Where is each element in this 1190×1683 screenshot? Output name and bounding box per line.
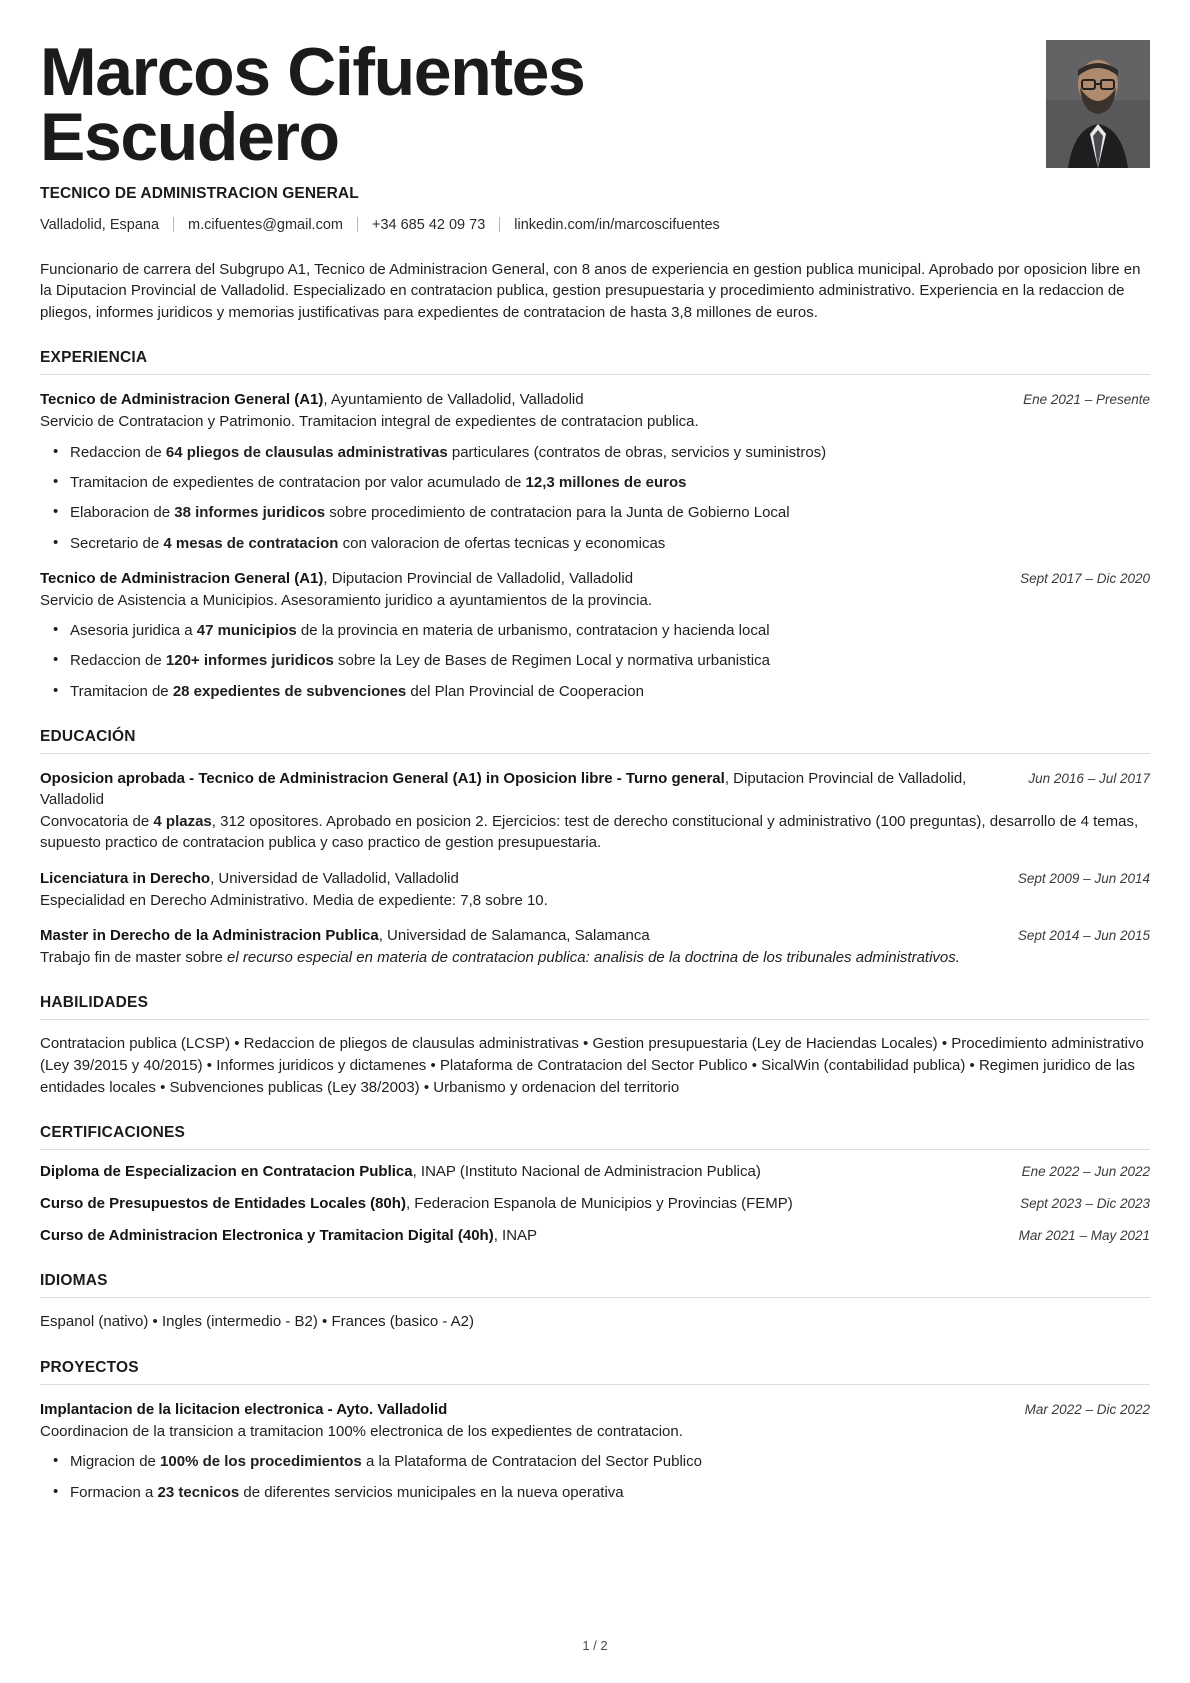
- bullet-text-pre: Formacion a: [70, 1483, 158, 1501]
- bullet-text-pre: Migracion de: [70, 1453, 161, 1471]
- page-footer: 1 / 2: [582, 1638, 608, 1653]
- languages-list: Espanol (nativo) • Ingles (intermedio - B2) • Frances (basico - A2): [40, 1313, 475, 1331]
- resume-header: [40, 34, 1150, 233]
- section-divider: [40, 1384, 1150, 1385]
- experience-entry-head: [40, 389, 1150, 410]
- education-org: , Diputacion Provincial de Valladolid, Valladolid: [40, 769, 967, 808]
- skills-list: Contratacion publica (LCSP) • Redaccion de pliegos de clausulas administrativas • Gestion presupuestaria (Ley de Haciendas Locales) • Procedimiento administrativo (Ley 39/2015 y 40/2015) • Informes juridicos y dictamenes • Plataforma de Contratacion del Sector Publico • SicalWin (contabilidad publica) • Regimen juridico de las entidades locales • Subvenciones publicas (Ley 38/2003) • Urbanismo y ordenacion del territorio: [40, 1035, 1144, 1096]
- summary-paragraph: Funcionario de carrera del Subgrupo A1, Tecnico de Administracion General, con 8 anos de experiencia en gestion publica municipal. Aprobado por oposicion libre en la Diputacion Provincial de Valladolid. Especializado en contratacion publica, gestion presupuestaria y procedimiento administrativo. Experiencia en la redaccion de pliegos, informes juridicos y memorias justificativas para expedientes de contratacion de hasta 3,8 millones de euros.: [40, 260, 1141, 321]
- project-subtitle: Coordinacion de la transicion a tramitacion 100% electronica de los expedientes de contratacion.: [40, 1423, 683, 1441]
- contact-location: Valladolid, Espana: [40, 216, 160, 233]
- education-degree: Licenciatura in Derecho: [40, 869, 211, 887]
- experience-entry: [40, 389, 1150, 553]
- section-languages: [40, 1272, 1150, 1333]
- certification-date: Mar 2021 – May 2021: [1018, 1228, 1150, 1244]
- bullet-text-strong: 47 municipios: [196, 622, 297, 640]
- section-title-certifications: CERTIFICACIONES: [40, 1124, 186, 1142]
- list-item: [70, 472, 1150, 493]
- education-thesis-title: el recurso especial en materia de contratacion publica: analisis de la doctrina de los tribunales administrativos.: [227, 948, 960, 966]
- list-item: [70, 1451, 1150, 1472]
- certification-entry: [40, 1161, 1150, 1182]
- project-name: Implantacion de la licitacion electronica - Ayto. Valladolid: [40, 1401, 448, 1419]
- education-entry-head: [40, 868, 1150, 889]
- education-date: Sept 2014 – Jun 2015: [1017, 927, 1150, 943]
- bullet-text-pre: Tramitacion de expedientes de contratacion por valor acumulado de: [70, 473, 526, 491]
- education-entry-heading: [40, 925, 996, 946]
- certification-entry-head: [40, 1225, 1150, 1246]
- certification-entry-heading: [40, 1193, 998, 1214]
- certification-name: Curso de Presupuestos de Entidades Locales (80h): [40, 1195, 406, 1213]
- bullet-text-post: sobre procedimiento de contratacion para la Junta de Gobierno Local: [325, 504, 790, 522]
- list-item: [70, 620, 1150, 641]
- certification-name: Diploma de Especializacion en Contratacion Publica: [40, 1163, 413, 1181]
- certification-entry-heading: [40, 1225, 997, 1246]
- bullet-text-strong: 38 informes juridicos: [174, 504, 326, 522]
- bullet-text-strong: 4 mesas de contratacion: [163, 534, 339, 552]
- section-divider: [40, 374, 1150, 375]
- education-detail: [40, 811, 1150, 854]
- experience-bullet-list: [40, 620, 1150, 702]
- section-certifications: [40, 1124, 1150, 1246]
- bullet-text-strong: 100% de los procedimientos: [160, 1453, 362, 1471]
- section-skills: [40, 994, 1150, 1098]
- certification-entry-head: [40, 1161, 1150, 1182]
- bullet-text-post: a la Plataforma de Contratacion del Sector Publico: [361, 1453, 702, 1471]
- experience-subtitle: Servicio de Contratacion y Patrimonio. Tramitacion integral de expedientes de contratacion publica.: [40, 413, 699, 431]
- bullet-text-strong: 12,3 millones de euros: [525, 473, 687, 491]
- bullet-text-post: de la provincia en materia de urbanismo, contratacion y hacienda local: [296, 622, 770, 640]
- education-detail-strong: 4 plazas: [153, 812, 212, 830]
- section-projects: [40, 1359, 1150, 1503]
- education-entry: [40, 925, 1150, 968]
- bullet-text-post: sobre la Ley de Bases de Regimen Local y normativa urbanistica: [333, 652, 770, 670]
- bullet-text-pre: Tramitacion de: [70, 682, 173, 700]
- experience-subtitle: Servicio de Asistencia a Municipios. Asesoramiento juridico a ayuntamientos de la provincia.: [40, 591, 652, 609]
- education-detail-post: , 312 opositores. Aprobado en posicion 2. Ejercicios: test de derecho constitucional y administrativo (100 preguntas), desarrollo de 4 temas, supuesto practico de contratacion publica y caso practico de gestion presupuestaria.: [40, 812, 1139, 852]
- experience-bullet-list: [40, 442, 1150, 554]
- bullet-text-strong: 120+ informes juridicos: [165, 652, 334, 670]
- certification-org: , Federacion Espanola de Municipios y Provincias (FEMP): [405, 1195, 793, 1213]
- education-entry: [40, 768, 1150, 854]
- education-degree: Master in Derecho de la Administracion Publica: [40, 926, 379, 944]
- bullet-text-post: con valoracion de ofertas tecnicas y economicas: [338, 534, 666, 552]
- certification-org: , INAP: [493, 1227, 538, 1245]
- list-item: [70, 442, 1150, 463]
- list-item: [70, 533, 1150, 554]
- section-divider: [40, 1297, 1150, 1298]
- contact-divider: [357, 217, 358, 232]
- section-title-skills: HABILIDADES: [40, 994, 149, 1012]
- project-entry: [40, 1399, 1150, 1503]
- contact-phone[interactable]: +34 685 42 09 73: [371, 216, 486, 233]
- section-title-projects: PROYECTOS: [40, 1359, 139, 1377]
- experience-org: , Ayuntamiento de Valladolid, Valladolid: [323, 391, 584, 409]
- education-entry-head: [40, 768, 1150, 810]
- project-entry-heading: [40, 1399, 1003, 1420]
- education-entry-head: [40, 925, 1150, 946]
- certification-name: Curso de Administracion Electronica y Tramitacion Digital (40h): [40, 1227, 494, 1245]
- section-divider: [40, 1019, 1150, 1020]
- certification-entry: [40, 1193, 1150, 1214]
- experience-org: , Diputacion Provincial de Valladolid, Valladolid: [323, 569, 634, 587]
- bullet-text-pre: Redaccion de: [70, 443, 166, 461]
- experience-role: Tecnico de Administracion General (A1): [40, 569, 324, 587]
- contact-email[interactable]: m.cifuentes@gmail.com: [188, 216, 343, 233]
- education-entry-heading: [40, 868, 996, 889]
- experience-entry-head: [40, 568, 1150, 589]
- contact-linkedin[interactable]: linkedin.com/in/marcoscifuentes: [514, 216, 720, 233]
- education-degree: Oposicion aprobada - Tecnico de Administracion General (A1) in Oposicion libre - Turno general: [40, 769, 725, 787]
- job-title: TECNICO DE ADMINISTRACION GENERAL: [40, 184, 359, 202]
- bullet-text-strong: 23 tecnicos: [157, 1483, 240, 1501]
- experience-entry: [40, 568, 1150, 702]
- section-divider: [40, 753, 1150, 754]
- experience-entry-heading: [40, 568, 998, 589]
- avatar: [1046, 40, 1150, 168]
- section-divider: [40, 1149, 1150, 1150]
- list-item: [70, 502, 1150, 523]
- certification-date: Ene 2022 – Jun 2022: [1021, 1164, 1150, 1180]
- education-entry-heading: [40, 768, 1006, 810]
- contact-divider: [173, 217, 174, 232]
- experience-role: Tecnico de Administracion General (A1): [40, 391, 324, 409]
- certification-entry-heading: [40, 1161, 1000, 1182]
- page-title: Marcos Cifuentes Escudero: [40, 34, 585, 176]
- education-date: Sept 2009 – Jun 2014: [1017, 870, 1150, 886]
- education-date: Jun 2016 – Jul 2017: [1028, 770, 1150, 786]
- certification-date: Sept 2023 – Dic 2023: [1020, 1196, 1150, 1212]
- bullet-text-post: del Plan Provincial de Cooperacion: [406, 682, 644, 700]
- education-entry: [40, 868, 1150, 911]
- list-item: [70, 1482, 1150, 1503]
- bullet-text-pre: Elaboracion de: [70, 504, 175, 522]
- bullet-text-post: particulares (contratos de obras, servicios y suministros): [447, 443, 827, 461]
- project-bullet-list: [40, 1451, 1150, 1503]
- bullet-text-strong: 64 pliegos de clausulas administrativas: [165, 443, 448, 461]
- section-education: [40, 728, 1150, 968]
- section-title-languages: IDIOMAS: [40, 1272, 108, 1290]
- section-experience: [40, 349, 1150, 702]
- experience-date: Ene 2021 – Presente: [1023, 392, 1150, 408]
- certification-org: , INAP (Instituto Nacional de Administracion Publica): [412, 1163, 761, 1181]
- contact-divider: [499, 217, 500, 232]
- section-title-education: EDUCACIÓN: [40, 727, 136, 745]
- education-detail: [40, 890, 1150, 911]
- education-detail-pre: Trabajo fin de master sobre: [40, 948, 228, 966]
- education-detail: [40, 947, 1150, 968]
- bullet-text-pre: Secretario de: [70, 534, 164, 552]
- contact-line: [40, 217, 1022, 233]
- header-text-block: [40, 34, 1022, 233]
- project-date: Mar 2022 – Dic 2022: [1024, 1402, 1150, 1418]
- certification-entry: [40, 1225, 1150, 1246]
- list-item: [70, 681, 1150, 702]
- bullet-text-pre: Redaccion de: [70, 652, 166, 670]
- experience-entry-heading: [40, 389, 1001, 410]
- certification-entry-head: [40, 1193, 1150, 1214]
- education-detail-pre: Especialidad en Derecho Administrativo. Media de expediente: 7,8 sobre 10.: [40, 891, 548, 909]
- education-org: , Universidad de Salamanca, Salamanca: [378, 926, 650, 944]
- bullet-text-post: de diferentes servicios municipales en la nueva operativa: [239, 1483, 624, 1501]
- experience-date: Sept 2017 – Dic 2020: [1020, 570, 1150, 586]
- list-item: [70, 650, 1150, 671]
- bullet-text-pre: Asesoria juridica a: [70, 622, 197, 640]
- education-org: , Universidad de Valladolid, Valladolid: [210, 869, 459, 887]
- section-title-experience: EXPERIENCIA: [40, 349, 148, 367]
- education-detail-pre: Convocatoria de: [40, 812, 154, 830]
- bullet-text-strong: 28 expedientes de subvenciones: [172, 682, 407, 700]
- project-entry-head: [40, 1399, 1150, 1420]
